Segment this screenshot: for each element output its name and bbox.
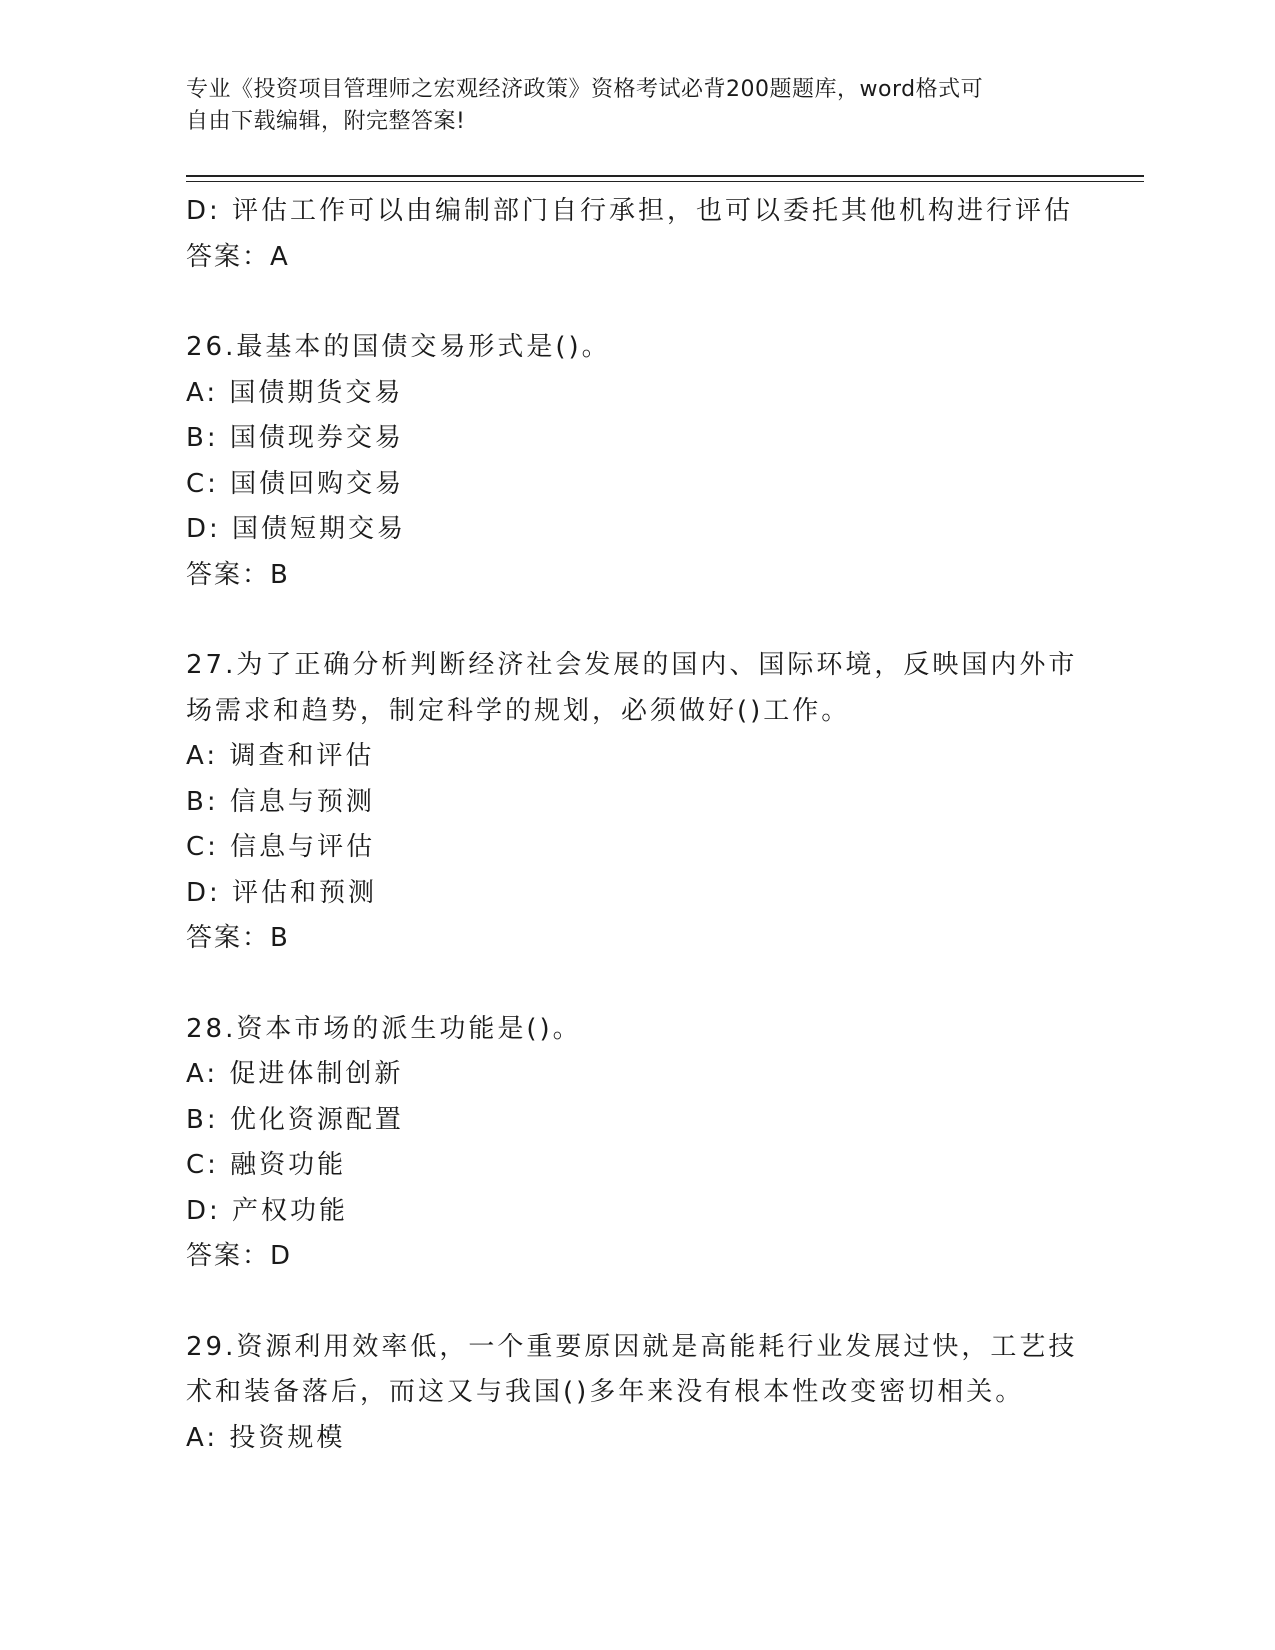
- question-28: [186, 1007, 1086, 1280]
- option-c: C: 国债回购交易: [186, 468, 405, 499]
- option-d: D: 国债短期交易: [186, 514, 407, 544]
- question-29: [186, 1325, 1086, 1462]
- question-26: [186, 325, 1086, 598]
- document-body: [186, 189, 1086, 1461]
- option-a: A: 国债期货交易: [186, 377, 404, 408]
- header-divider-thick: [186, 175, 1144, 177]
- answer-line: 答案：A: [186, 241, 290, 272]
- option-a: A: 促进体制创新: [186, 1059, 404, 1089]
- header-line-1: 专业《投资项目管理师之宏观经济政策》资格考试必背200题题库，word格式可: [186, 77, 984, 102]
- answer-line: 答案：D: [186, 1241, 293, 1271]
- answer-line: 答案：B: [186, 923, 290, 953]
- question-stem: 28.资本市场的派生功能是()。: [186, 1013, 582, 1044]
- option-d: D: 评估工作可以由编制部门自行承担，也可以委托其他机构进行评估: [186, 196, 1074, 226]
- option-b: B: 信息与预测: [186, 786, 375, 817]
- header-divider-thin: [186, 181, 1144, 182]
- option-b: B: 优化资源配置: [186, 1104, 404, 1135]
- option-d: D: 评估和预测: [186, 877, 378, 908]
- option-d: D: 产权功能: [186, 1195, 349, 1226]
- option-b: B: 国债现券交易: [186, 423, 404, 453]
- page-header: [186, 74, 1086, 138]
- carryover-block: [186, 189, 1086, 280]
- answer-line: 答案：B: [186, 559, 290, 590]
- header-line-2: 自由下载编辑，附完整答案!: [186, 109, 466, 134]
- question-stem-continued: 术和装备落后，而这又与我国()多年来没有根本性改变密切相关。: [186, 1377, 1025, 1407]
- question-stem: 27.为了正确分析判断经济社会发展的国内、国际环境，反映国内外市: [186, 650, 1078, 680]
- option-c: C: 融资功能: [186, 1150, 347, 1180]
- question-stem: 26.最基本的国债交易形式是()。: [186, 332, 611, 362]
- question-stem-continued: 场需求和趋势，制定科学的规划，必须做好()工作。: [186, 695, 851, 726]
- option-a: A: 投资规模: [186, 1422, 346, 1453]
- option-c: C: 信息与评估: [186, 832, 376, 862]
- question-stem: 29.资源利用效率低，一个重要原因就是高能耗行业发展过快，工艺技: [186, 1331, 1078, 1362]
- question-27: [186, 643, 1086, 962]
- option-a: A: 调查和评估: [186, 741, 375, 771]
